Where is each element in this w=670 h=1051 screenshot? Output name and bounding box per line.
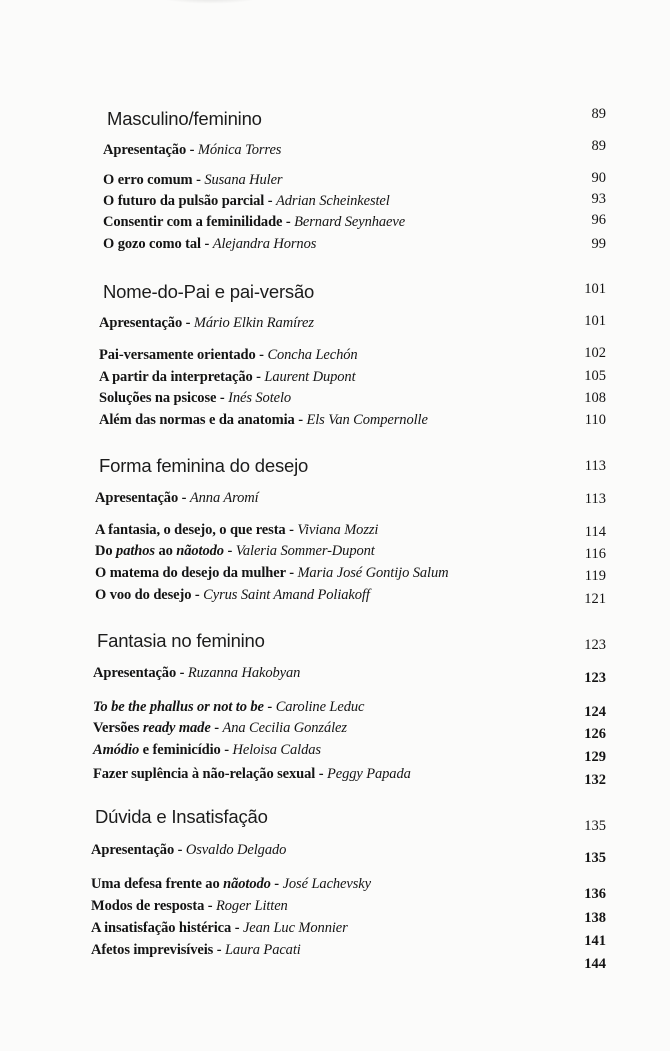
section-page-number: 135 [584, 818, 606, 834]
entry-title-part: Apresentação [103, 142, 187, 158]
entry-author: Valeria Sommer-Dupont [235, 543, 375, 559]
entry-title-part: Apresentação [93, 665, 177, 681]
toc-entry[interactable] [93, 665, 300, 682]
toc-entry[interactable] [99, 369, 356, 386]
toc-entry[interactable] [95, 587, 370, 604]
entry-page-number: 113 [584, 491, 606, 507]
entry-title [91, 920, 231, 936]
entry-page-number: 124 [584, 704, 606, 720]
toc-entry[interactable] [93, 699, 364, 716]
entry-title [103, 172, 193, 188]
entry-separator: - [204, 898, 217, 914]
entry-separator: - [182, 315, 194, 331]
toc-entry[interactable] [91, 842, 286, 859]
entry-title-part: O gozo como tal [103, 236, 201, 252]
entry-separator: - [285, 565, 298, 581]
entry-separator: - [200, 236, 213, 252]
entry-page-number: 129 [584, 749, 606, 765]
entry-author: Mónica Torres [197, 142, 282, 158]
entry-page-number: 119 [584, 568, 606, 584]
entry-author: Osvaldo Delgado [185, 842, 287, 858]
entry-title-part: Consentir com a feminilidade [103, 214, 283, 230]
entry-separator: - [220, 742, 233, 758]
entry-title [103, 193, 264, 209]
entry-title [93, 766, 315, 782]
entry-title [95, 587, 191, 603]
toc-entry[interactable] [91, 942, 301, 959]
entry-title-part: Amódio [93, 742, 140, 758]
entry-author: Peggy Papada [327, 766, 411, 782]
entry-title-part: Do [95, 543, 117, 559]
toc-entry[interactable] [95, 522, 378, 539]
entry-title [91, 842, 174, 858]
entry-author: Adrian Scheinkestel [276, 193, 390, 209]
entry-title-part: Uma defesa frente ao [91, 876, 224, 892]
entry-page-number: 123 [584, 670, 606, 686]
entry-separator: - [294, 412, 307, 428]
toc-entry[interactable] [99, 390, 291, 407]
entry-title-part: ao [154, 543, 177, 559]
section-page-number: 123 [584, 637, 606, 653]
entry-page-number: 102 [584, 345, 606, 361]
entry-title [95, 490, 178, 506]
entry-author: Maria José Gontijo Salum [297, 565, 449, 581]
entry-author: Inés Sotelo [228, 390, 292, 406]
section-title: Masculino/feminino [107, 108, 262, 129]
toc-entry[interactable] [93, 742, 321, 759]
entry-title-part: A insatisfação histérica [91, 920, 232, 936]
entry-author: Anna Aromí [189, 490, 259, 506]
entry-page-number: 89 [591, 138, 606, 154]
entry-title-part: Além das normas e da anatomia [99, 412, 295, 428]
entry-title [93, 742, 221, 758]
toc-entry[interactable] [99, 347, 358, 364]
entry-author: Ruzanna Hakobyan [187, 665, 301, 681]
entry-separator: - [252, 369, 265, 385]
toc-entry[interactable] [93, 766, 411, 783]
entry-page-number: 93 [591, 191, 606, 207]
entry-title [93, 699, 264, 715]
entry-title [95, 565, 286, 581]
entry-author: Susana Huler [204, 172, 283, 188]
entry-page-number: 105 [584, 368, 606, 384]
entry-separator: - [178, 490, 190, 506]
entry-author: Laurent Dupont [264, 369, 356, 385]
entry-title-part: Apresentação [91, 842, 175, 858]
entry-separator: - [216, 390, 229, 406]
toc-entry[interactable] [95, 490, 259, 507]
entry-title [91, 876, 271, 892]
toc-entry[interactable] [99, 315, 314, 332]
entry-title [99, 315, 182, 331]
toc-entry[interactable] [103, 214, 405, 231]
section-title: Fantasia no feminino [97, 630, 265, 651]
entry-page-number: 90 [591, 170, 606, 186]
section-page-number: 89 [591, 106, 606, 122]
entry-author: Mário Elkin Ramírez [193, 315, 314, 331]
entry-title [99, 390, 216, 406]
entry-title-part: Apresentação [95, 490, 179, 506]
entry-separator: - [315, 766, 327, 782]
toc-entry[interactable] [95, 565, 449, 582]
entry-page-number: 121 [584, 591, 606, 607]
entry-separator: - [174, 842, 186, 858]
entry-author: Alejandra Hornos [212, 236, 317, 252]
entry-title [103, 142, 186, 158]
entry-title [99, 347, 256, 363]
entry-page-number: 132 [584, 772, 606, 788]
page-edge-shadow [150, 0, 270, 4]
entry-title-part: To be the phallus or not to be [93, 699, 264, 715]
toc-entry[interactable] [103, 172, 282, 189]
entry-separator: - [264, 193, 277, 209]
entry-author: Bernard Seynhaeve [294, 214, 406, 230]
entry-title-part: O matema do desejo da mulher [95, 565, 286, 581]
entry-title-part: Modos de resposta [91, 898, 205, 914]
entry-page-number: 96 [591, 212, 606, 228]
entry-author: Ana Cecilia González [222, 720, 347, 736]
section-title: Forma feminina do desejo [99, 455, 309, 476]
toc-entry[interactable] [91, 920, 348, 937]
entry-separator: - [223, 543, 236, 559]
entry-title-part: e feminicídio [139, 742, 221, 758]
entry-page-number: 141 [584, 933, 606, 949]
entry-title [93, 665, 176, 681]
entry-author: Laura Pacati [224, 942, 301, 958]
entry-title-part: A partir da interpretação [99, 369, 253, 385]
entry-separator: - [210, 720, 223, 736]
entry-title [95, 522, 286, 538]
entry-author: Concha Lechón [267, 347, 358, 363]
entry-separator: - [285, 522, 298, 538]
entry-title [91, 898, 204, 914]
entry-title-part: O erro comum [103, 172, 193, 188]
entry-separator: - [192, 172, 205, 188]
toc-entry[interactable] [95, 543, 375, 560]
entry-separator: - [213, 942, 225, 958]
entry-title-part: O futuro da pulsão parcial [103, 193, 265, 209]
section-title: Dúvida e Insatisfação [95, 806, 268, 827]
toc-entry[interactable] [103, 142, 281, 159]
toc-entry[interactable] [91, 876, 371, 893]
entry-page-number: 101 [584, 313, 606, 329]
entry-page-number: 99 [591, 236, 606, 252]
entry-author: Els Van Compernolle [306, 412, 428, 428]
entry-title-part: O voo do desejo [95, 587, 192, 603]
entry-separator: - [282, 214, 295, 230]
entry-page-number: 135 [584, 850, 606, 866]
entry-author: Caroline Leduc [275, 699, 365, 715]
entry-title [103, 236, 201, 252]
entry-title-part: pathos [116, 543, 155, 559]
entry-page-number: 116 [584, 546, 606, 562]
toc-entry[interactable] [93, 720, 347, 737]
entry-separator: - [255, 347, 268, 363]
entry-author: Viviana Mozzi [297, 522, 379, 538]
entry-title-part: Apresentação [99, 315, 183, 331]
entry-title-part: Fazer suplência à não-relação sexual [93, 766, 316, 782]
entry-author: Roger Litten [216, 898, 288, 914]
entry-author: Heloisa Caldas [232, 742, 321, 758]
entry-title [91, 942, 213, 958]
entry-separator: - [263, 699, 276, 715]
section-title: Nome-do-Pai e pai-versão [103, 281, 315, 302]
entry-page-number: 138 [584, 910, 606, 926]
entry-separator: - [270, 876, 283, 892]
entry-title-part: Pai-versamente orientado [99, 347, 256, 363]
entry-page-number: 136 [584, 886, 606, 902]
entry-title-part: nãotodo [176, 543, 224, 559]
entry-page-number: 110 [584, 412, 606, 428]
toc-entry[interactable] [91, 898, 288, 915]
entry-page-number: 126 [584, 726, 606, 742]
entry-title [99, 369, 253, 385]
toc-entry[interactable] [103, 193, 390, 210]
entry-separator: - [191, 587, 204, 603]
section-page-number: 113 [584, 458, 606, 474]
entry-title-part: ready made [142, 720, 211, 736]
entry-author: Jean Luc Monnier [242, 920, 348, 936]
entry-title-part: Afetos imprevisíveis [91, 942, 214, 958]
entry-title-part: Soluções na psicose [99, 390, 217, 406]
toc-entry[interactable] [103, 236, 316, 253]
entry-page-number: 114 [584, 524, 606, 540]
section-page-number: 101 [584, 281, 606, 297]
entry-title-part: A fantasia, o desejo, o que resta [95, 522, 286, 538]
entry-title [99, 412, 295, 428]
entry-title [103, 214, 282, 230]
entry-separator: - [231, 920, 243, 936]
entry-separator: - [176, 665, 188, 681]
entry-author: Cyrus Saint Amand Poliakoff [203, 587, 370, 603]
entry-title-part: nãotodo [223, 876, 271, 892]
entry-title-part: Versões [93, 720, 143, 736]
entry-separator: - [186, 142, 198, 158]
entry-page-number: 108 [584, 390, 606, 406]
entry-page-number: 144 [584, 956, 606, 972]
entry-title [93, 720, 211, 736]
entry-author: José Lachevsky [282, 876, 371, 892]
toc-entry[interactable] [99, 412, 428, 429]
entry-title [95, 543, 224, 559]
